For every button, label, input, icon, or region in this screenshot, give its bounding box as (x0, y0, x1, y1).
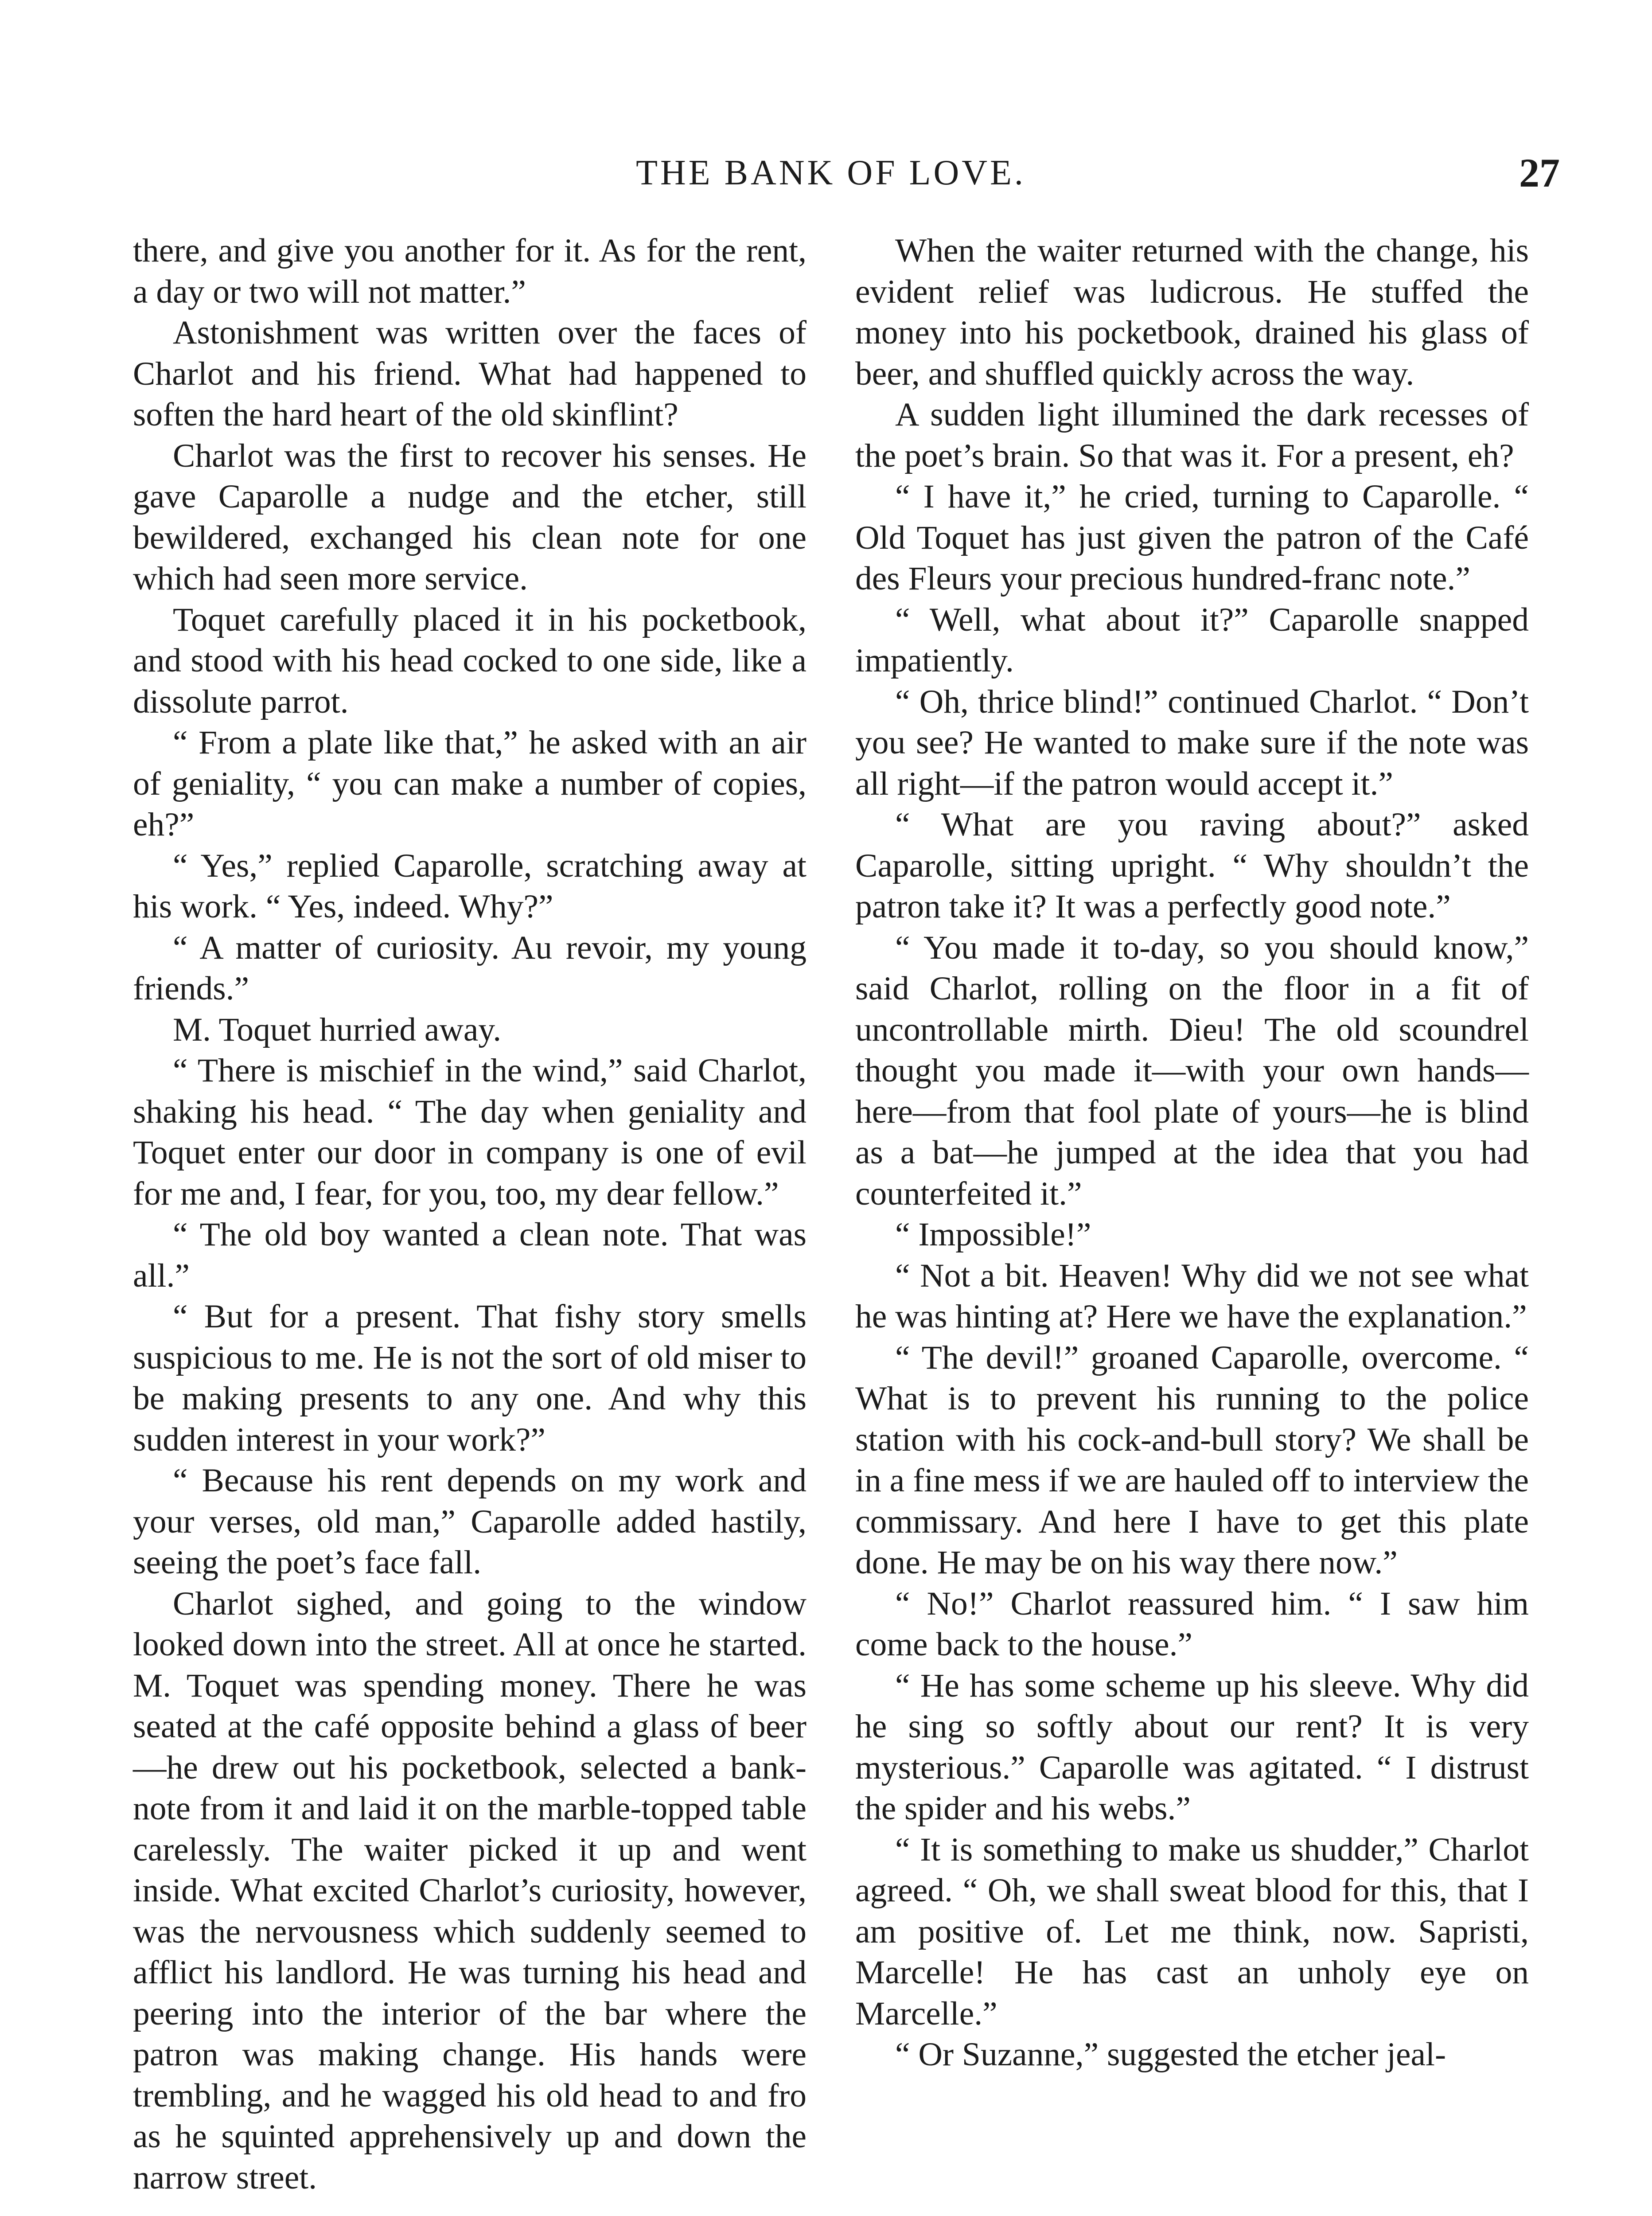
paragraph: “ But for a present. That fishy story smells suspicious to me. He is not the sort of old miser to be making presents to any one. And why this sudden interest in your work?” (133, 1298, 807, 1458)
page-header (133, 146, 1560, 199)
running-title: THE BANK OF LOVE. (636, 153, 1026, 192)
page-number: 27 (1519, 150, 1560, 195)
paragraph: “ What are you raving about?” asked Caparolle, sitting upright. “ Why shouldn’t the patron take it? It was a perfectly good note.” (855, 806, 1529, 925)
paragraph: “ There is mischief in the wind,” said Charlot, shaking his head. “ The day when geniality and Toquet enter our door in company is one of evil for me and, I fear, for you, too, my dear fellow.” (133, 1052, 807, 1212)
paragraph: “ Not a bit. Heaven! Why did we not see what he was hinting at? Here we have the explanation.” (855, 1257, 1529, 1335)
paragraph: “ The old boy wanted a clean note. That was all.” (133, 1216, 807, 1294)
paragraph: there, and give you another for it. As for the rent, a day or two will not matter.” (133, 232, 807, 310)
paragraph: Toquet carefully placed it in his pocketbook, and stood with his head cocked to one side, like a dissolute parrot. (133, 601, 807, 720)
paragraph: When the waiter returned with the change, his evident relief was ludicrous. He stuffed the money into his pocketbook, drained his glass of beer, and shuffled quickly across the way. (855, 232, 1529, 392)
paragraph: Charlot sighed, and going to the window looked down into the street. All at once he started. M. Toquet was spending money. There he was seated at the café opposite behind a glass of beer—he drew out his pocketbook, selected a bank-note from it and laid it on the marble-topped table carelessly. The waiter picked it up and went inside. What excited Charlot’s curiosity, however, was the nervousness which suddenly seemed to afflict his landlord. He was turning his head and peering into the interior of the bar where the patron was making change. His hands were trembling, and he wagged his old head to and fro as he squinted apprehensively up and down the narrow street. (133, 1585, 807, 2196)
paragraph: Charlot was the first to recover his senses. He gave Caparolle a nudge and the etcher, still bewildered, exchanged his clean note for one which had seen more service. (133, 437, 807, 597)
paragraph: “ Impossible!” (895, 1216, 1091, 1253)
paragraph: “ I have it,” he cried, turning to Caparolle. “ Old Toquet has just given the patron of the Café des Fleurs your precious hundred-franc note.” (855, 478, 1529, 597)
paragraph: “ Oh, thrice blind!” continued Charlot. “ Don’t you see? He wanted to make sure if the note was all right—if the patron would accept it.” (855, 683, 1529, 802)
paragraph: “ You made it to-day, so you should know,” said Charlot, rolling on the floor in a fit of uncontrollable mirth. Dieu! The old scoundrel thought you made it—with your own hands—here—from that fool plate of yours—he is blind as a bat—he jumped at the idea that you had counterfeited it.” (855, 929, 1529, 1212)
paragraph: Astonishment was written over the faces of Charlot and his friend. What had happened to soften the hard heart of the old skinflint? (133, 314, 807, 433)
paragraph: A sudden light illumined the dark recesses of the poet’s brain. So that was it. For a present, eh? (855, 396, 1529, 474)
paragraph: “ A matter of curiosity. Au revoir, my young friends.” (133, 929, 807, 1007)
paragraph: “ It is something to make us shudder,” Charlot agreed. “ Oh, we shall sweat blood for this, that I am positive of. Let me think, now. Sapristi, Marcelle! He has cast an unholy eye on Marcelle.” (855, 1831, 1529, 2032)
paragraph: M. Toquet hurried away. (173, 1011, 502, 1048)
paragraph: “ Or Suzanne,” suggested the etcher jeal- (895, 2036, 1446, 2073)
paragraph: “ Well, what about it?” Caparolle snapped impatiently. (855, 601, 1529, 679)
left-text-column (133, 230, 807, 2198)
paragraph: “ From a plate like that,” he asked with an air of geniality, “ you can make a number of copies, eh?” (133, 724, 807, 843)
paragraph: “ Because his rent depends on my work and your verses, old man,” Caparolle added hastily, seeing the poet’s face fall. (133, 1462, 807, 1581)
paragraph: “ No!” Charlot reassured him. “ I saw him come back to the house.” (855, 1585, 1529, 1663)
paragraph: “ He has some scheme up his sleeve. Why did he sing so softly about our rent? It is very mysterious.” Caparolle was agitated. “ I distrust the spider and his webs.” (855, 1667, 1529, 1827)
paragraph: “ The devil!” groaned Caparolle, overcome. “ What is to prevent his running to the police station with his cock-and-bull story? We shall be in a fine mess if we are hauled off to interview the commissary. And here I have to get this plate done. He may be on his way there now.” (855, 1339, 1529, 1581)
right-text-column (855, 230, 1529, 2076)
paragraph: “ Yes,” replied Caparolle, scratching away at his work. “ Yes, indeed. Why?” (133, 847, 807, 925)
